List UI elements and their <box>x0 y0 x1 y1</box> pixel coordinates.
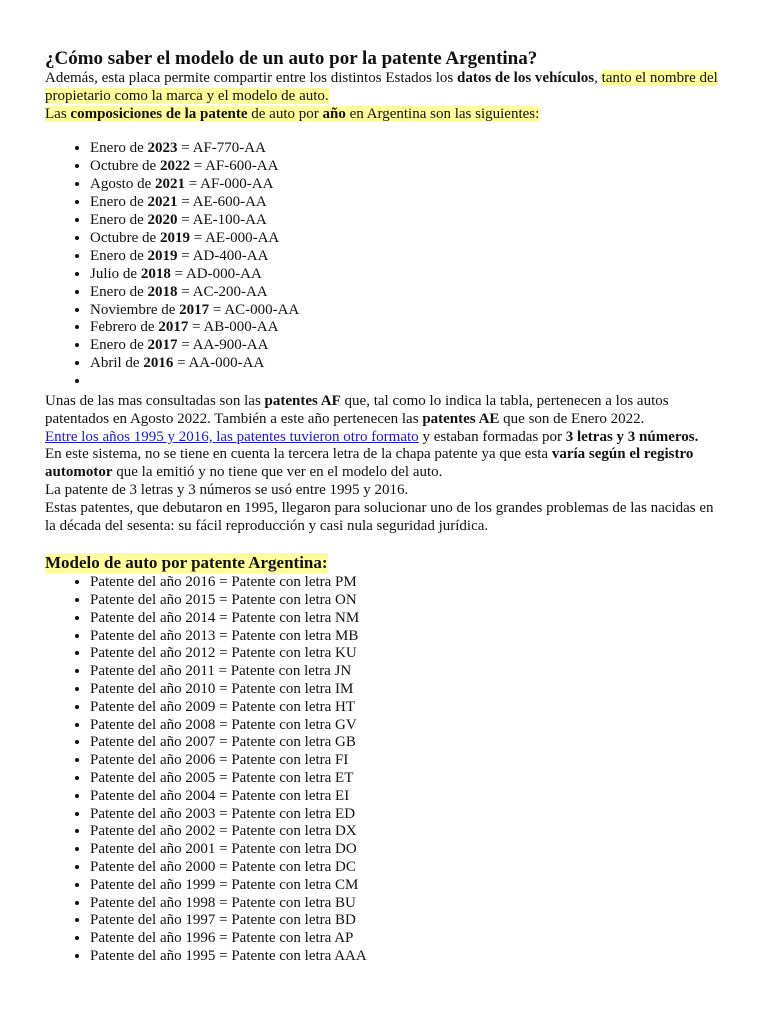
body-bold-s3b: varía según el registro automotor <box>45 446 694 481</box>
composition-month: Enero de <box>90 247 148 264</box>
composition-plate: = AA-900-AA <box>177 337 269 354</box>
composition-plate: = AF-000-AA <box>185 176 274 193</box>
intro-paragraph <box>45 70 725 106</box>
body-paragraph-5: Estas patentes, que debutaron en 1995, llegaron para solucionar uno de los grandes problemas de las nacidas en la década del sesenta: su fácil reproducción y casi nula seguridad jurídica. <box>45 499 714 534</box>
model-item: • Patente del año 2008 = Patente con letra GV <box>90 717 725 735</box>
composition-month: Noviembre de <box>90 301 180 318</box>
composition-plate: = AB-000-AA <box>188 319 279 336</box>
composition-plate: = AA-000-AA <box>173 355 265 372</box>
intro2-text-1: Las <box>45 105 71 122</box>
composition-item <box>90 302 725 320</box>
intro2-bold-2: año <box>322 105 346 122</box>
intro2-text-3: en Argentina son las siguientes: <box>345 105 540 122</box>
composition-item <box>90 194 725 212</box>
model-item: • Patente del año 2007 = Patente con letra GB <box>90 734 725 752</box>
body-paragraph-3 <box>45 446 725 482</box>
composition-month: Octubre de <box>90 158 160 175</box>
model-item: • Patente del año 1999 = Patente con letra CM <box>90 877 725 895</box>
composition-item <box>90 355 725 373</box>
composition-year: 2023 <box>147 140 178 157</box>
composition-plate: = AD-400-AA <box>177 247 269 264</box>
model-item: • Patente del año 2016 = Patente con letra PM <box>90 574 725 592</box>
body-bold-s2b: 3 letras y 3 números. <box>565 428 699 445</box>
composition-year: 2019 <box>159 229 190 246</box>
composition-year: 2022 <box>159 158 190 175</box>
composition-plate: = AD-000-AA <box>170 265 262 282</box>
composition-month: Octubre de <box>90 229 160 246</box>
composition-plate: = AF-770-AA <box>177 140 266 157</box>
body-text-s2a: y estaban formadas por <box>418 428 566 445</box>
intro2-paragraph <box>45 106 725 124</box>
composition-plate: = AE-000-AA <box>189 229 280 246</box>
composition-item <box>90 284 725 302</box>
body-paragraph-4: La patente de 3 letras y 3 números se usó entre 1995 y 2016. <box>45 482 409 499</box>
intro-text-2: , <box>594 70 602 86</box>
composition-year: 2017 <box>179 301 210 318</box>
model-item: • Patente del año 2011 = Patente con letra JN <box>90 663 725 681</box>
model-item: • Patente del año 1997 = Patente con letra BD <box>90 912 725 930</box>
composition-year: 2017 <box>147 337 178 354</box>
models-list <box>45 574 725 966</box>
composition-year: 2018 <box>140 265 171 282</box>
page-title: ¿Cómo saber el modelo de un auto por la patente Argentina? <box>45 48 538 69</box>
document-page <box>45 48 725 966</box>
model-item: • Patente del año 2010 = Patente con letra IM <box>90 681 725 699</box>
model-item: • Patente del año 2009 = Patente con letra HT <box>90 699 725 717</box>
composition-item <box>90 140 725 158</box>
model-item: • Patente del año 2005 = Patente con letra ET <box>90 770 725 788</box>
composition-year: 2020 <box>147 212 178 229</box>
intro2-bold-1: composiciones de la patente <box>70 105 248 122</box>
composition-item <box>90 266 725 284</box>
intro-text-1: Además, esta placa permite compartir entre los distintos Estados los <box>45 70 457 86</box>
intro-bold-1: datos de los vehículos <box>456 70 595 86</box>
body-bold-s1b: patentes AF <box>264 393 341 410</box>
section-heading: Modelo de auto por patente Argentina: <box>45 553 328 573</box>
model-item: • Patente del año 2002 = Patente con letra DX <box>90 823 725 841</box>
model-item: • Patente del año 2000 = Patente con letra DC <box>90 859 725 877</box>
compositions-list <box>45 140 725 391</box>
model-item: • Patente del año 2001 = Patente con letra DO <box>90 841 725 859</box>
model-item: • Patente del año 1998 = Patente con letra BU <box>90 895 725 913</box>
composition-item <box>90 176 725 194</box>
format-link[interactable]: Entre los años 1995 y 2016, las patentes tuvieron otro formato <box>45 428 419 445</box>
body-text-s3c: que la emitió y no tiene que ver en el modelo del auto. <box>112 464 443 481</box>
composition-month: Abril de <box>90 355 144 372</box>
composition-item <box>90 158 725 176</box>
composition-plate: = AE-100-AA <box>177 212 267 229</box>
body-paragraph-2 <box>45 429 725 447</box>
model-item: • Patente del año 2003 = Patente con letra ED <box>90 806 725 824</box>
model-item: • Patente del año 1996 = Patente con letra AP <box>90 930 725 948</box>
composition-plate: = AC-000-AA <box>209 301 300 318</box>
composition-plate: = AE-600-AA <box>177 194 267 211</box>
composition-month: Enero de <box>90 212 148 229</box>
composition-year: 2021 <box>147 194 178 211</box>
composition-year: 2017 <box>158 319 189 336</box>
body-bold-s1d: patentes AE <box>422 410 500 427</box>
body-text-s3a: En este sistema, no se tiene en cuenta la tercera letra de la chapa patente ya que esta <box>45 446 552 463</box>
model-item: • Patente del año 2004 = Patente con letra EI <box>90 788 725 806</box>
body-text-s1e: que son de Enero 2022. <box>499 410 645 427</box>
composition-month: Febrero de <box>90 319 159 336</box>
intro-highlight: tanto el nombre del propietario como la marca y el modelo de auto. <box>45 70 718 104</box>
body-paragraph-1 <box>45 393 725 429</box>
empty-list-item <box>90 373 725 391</box>
composition-item <box>90 248 725 266</box>
model-item: • Patente del año 2013 = Patente con letra MB <box>90 628 725 646</box>
composition-item <box>90 337 725 355</box>
composition-item <box>90 230 725 248</box>
model-item: • Patente del año 2014 = Patente con letra NM <box>90 610 725 628</box>
composition-month: Agosto de <box>90 176 155 193</box>
composition-year: 2021 <box>155 176 185 193</box>
composition-item <box>90 212 725 230</box>
body-text-s1c: que, tal como lo indica la tabla, pertenecen a los autos patentados en Agosto 2022. También a este año pertenecen las <box>45 393 669 427</box>
model-item: • Patente del año 2015 = Patente con letra ON <box>90 592 725 610</box>
composition-year: 2019 <box>147 247 178 264</box>
model-item: • Patente del año 1995 = Patente con letra AAA <box>90 948 725 966</box>
composition-plate: = AF-600-AA <box>189 158 279 175</box>
body-text <box>45 393 725 535</box>
composition-year: 2018 <box>147 283 178 300</box>
composition-month: Enero de <box>90 337 148 354</box>
intro2-text-2: de auto por <box>247 105 323 122</box>
composition-month: Enero de <box>90 283 148 300</box>
composition-item <box>90 319 725 337</box>
composition-plate: = AC-200-AA <box>177 283 268 300</box>
model-item: • Patente del año 2012 = Patente con letra KU <box>90 645 725 663</box>
composition-year: 2016 <box>143 355 174 372</box>
body-text-s1a: Unas de las mas consultadas son las <box>45 393 265 410</box>
composition-month: Enero de <box>90 140 148 157</box>
composition-month: Enero de <box>90 194 148 211</box>
model-item: • Patente del año 2006 = Patente con letra FI <box>90 752 725 770</box>
composition-month: Julio de <box>90 265 141 282</box>
